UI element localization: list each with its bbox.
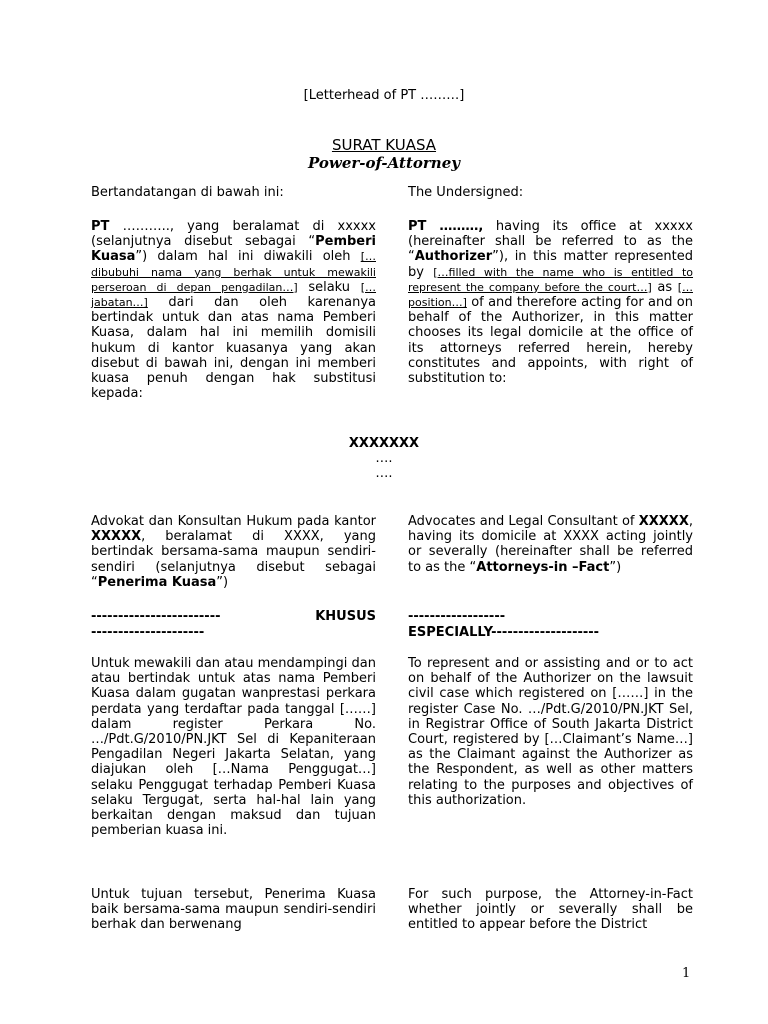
grantor-role: Pemberi Kuasa (91, 234, 376, 265)
firm-name: XXXXX (638, 514, 689, 529)
representative-placeholder: […filled with the name who is entitled to represent the company before the court…] (408, 265, 694, 294)
attorneys-paragraph-en (408, 514, 693, 575)
intro-text-id: Bertandatangan di bawah ini: (91, 185, 284, 200)
position-placeholder: […position…] (408, 280, 693, 310)
appointee-line-3: …. (375, 466, 393, 481)
attorneys-paragraph-id (91, 514, 376, 590)
dash-line: --------------------- (91, 625, 205, 640)
appointee-block (0, 436, 768, 481)
attorneys-text-1: Advocates and Legal Consultant of (408, 514, 639, 529)
dash-line: ------------------ (408, 609, 506, 624)
dash-line: ------------------------ (91, 609, 221, 624)
grantor-text-3: selaku (297, 279, 361, 295)
grantor-text-1: having its office at xxxxx (hereinafter shall be referred to as the “ (408, 219, 693, 265)
intro-left (91, 185, 376, 200)
intro-text-en: The Undersigned: (408, 185, 524, 200)
mandate-text: Untuk mewakili dan atau mendampingi dan atau bertindak untuk atas nama Pemberi Kuasa dalam gugatan wanprestasi perkara perdata yang terdaftar pada tanggal [……] dalam register Perkara No. …/Pdt.G/2010/PN.JKT Sel di Kepaniteraan Pengadilan Negeri Jakarta Selatan, yang diajukan oleh […Nama Penggugat…] selaku Penggugat terhadap Pemberi Kuasa selaku Tergugat, serta hal-hal lain yang berkaitan dengan maksud dan tujuan pemberian kuasa ini. (91, 656, 376, 839)
attorneys-role: Penerima Kuasa (97, 574, 217, 590)
representative-placeholder: […dibubuhi nama yang berhak untuk mewakili perseroan di depan pengadilan…] (91, 250, 376, 294)
attorneys-role: Attorneys-in –Fact (476, 559, 610, 575)
attorneys-text-3: ”) (216, 574, 229, 590)
purpose-text: For such purpose, the Attorney-in-Fact whether jointly or severally shall be entitled to appear before the District (408, 887, 693, 933)
grantor-role: Authorizer (414, 249, 493, 265)
attorneys-text-2: , beralamat di XXXX, yang bertindak bersama-sama maupun sendiri-sendiri (selanjutnya disebut sebagai “ (91, 529, 376, 590)
mandate-paragraph-id (91, 656, 376, 838)
letterhead-placeholder: [Letterhead of PT ………] (303, 88, 465, 103)
grantor-text-4: of and therefore acting for and on behalf of the Authorizer, in this matter chooses its legal domicile at the office of its attorneys referred herein, hereby constitutes and appoints, with right of substitution to: (408, 295, 693, 387)
page-number: 1 (682, 966, 691, 981)
grantor-text-2: ”) dalam hal ini diwakili oleh (135, 249, 361, 265)
grantor-text-4: dari dan oleh karenanya bertindak untuk dan atas nama Pemberi Kuasa, dalam hal ini memilih domisili hukum di kantor kuasanya yang akan disebut di bawah ini, dengan ini memberi kuasa penuh dengan hak substitusi kepada: (91, 295, 376, 402)
special-heading-en (408, 609, 693, 641)
purpose-paragraph-en (408, 887, 693, 933)
document-title: SURAT KUASA (331, 136, 437, 154)
document-subtitle: Power-of-Attorney (308, 154, 460, 172)
purpose-paragraph-id (91, 887, 376, 933)
purpose-text: Untuk tujuan tersebut, Penerima Kuasa baik bersama-sama maupun sendiri-sendiri berhak dan berwenang (91, 887, 376, 933)
position-placeholder: […jabatan…] (91, 280, 377, 310)
grantor-paragraph-en (408, 219, 693, 386)
grantor-text-3: as (651, 279, 678, 295)
special-word: KHUSUS (315, 609, 376, 624)
appointee-name: XXXXXXX (348, 436, 420, 451)
grantor-paragraph-id (91, 219, 376, 401)
mandate-text: To represent and or assisting and or to act on behalf of the Authorizer on the lawsuit civil case which registered on [……] in the register Case No. …/Pdt.G/2010/PN.JKT Sel, in Registrar Office of South Jakarta District Court, registered by […Claimant’s Name…] as the Claimant against the Authorizer as the Respondent, as well as other matters relating to the purposes and objectives of this authorization. (408, 656, 693, 808)
mandate-paragraph-en (408, 656, 693, 808)
intro-right (408, 185, 693, 200)
grantor-pt-label: PT (91, 219, 110, 234)
attorneys-text-3: ”) (609, 559, 622, 575)
attorneys-text-2: , having its domicile at XXXX acting jointly or severally (hereinafter shall be referred to as the “ (408, 514, 693, 575)
special-word: ESPECIALLY-------------------- (408, 625, 600, 640)
attorneys-text-1: Advokat dan Konsultan Hukum pada kantor (91, 514, 376, 529)
firm-name: XXXXX (91, 529, 142, 545)
grantor-text-2: ”), in this matter represented by (408, 249, 693, 280)
grantor-pt-label: PT ………, (408, 219, 484, 234)
appointee-line-2: …. (375, 451, 393, 466)
grantor-text-1: ……….., yang beralamat di xxxxx (selanjutnya disebut sebagai “ (91, 219, 376, 250)
special-heading-id (91, 609, 376, 641)
